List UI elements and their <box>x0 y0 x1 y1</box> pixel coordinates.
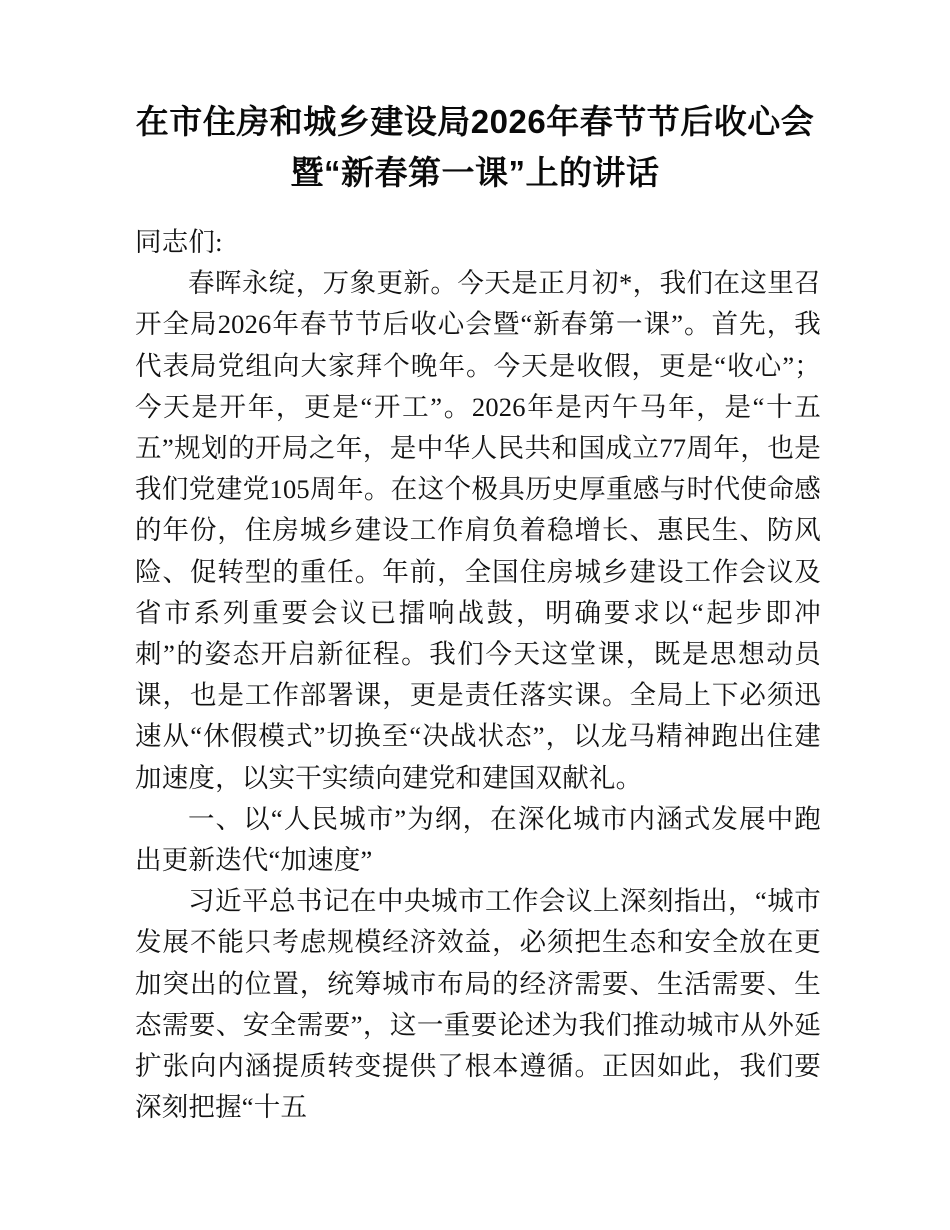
document-body <box>135 222 821 1128</box>
paragraph-opening: 春晖永绽，万象更新。今天是正月初*，我们在这里召开全局2026年春节节后收心会暨“新春第一课”。首先，我代表局党组向大家拜个晚年。今天是收假，更是“收心”；今天是开年，更是“开工”。2026年是丙午马年，是“十五五”规划的开局之年，是中华人民共和国成立77周年，也是我们党建党105周年。在这个极具历史厚重感与时代使命感的年份，住房城乡建设工作肩负着稳增长、惠民生、防风险、促转型的重任。年前，全国住房城乡建设工作会议及省市系列重要会议已擂响战鼓，明确要求以“起步即冲刺”的姿态开启新征程。我们今天这堂课，既是思想动员课，也是工作部署课，更是责任落实课。全局上下必须迅速从“休假模式”切换至“决战状态”，以龙马精神跑出住建加速度，以实干实绩向建党和建国双献礼。 <box>135 268 821 793</box>
page-title <box>118 96 832 198</box>
page-title-line-2: 暨“新春第一课”上的讲话 <box>290 154 660 191</box>
paragraph-section-one-body: 习近平总书记在中央城市工作会议上深刻指出，“城市发展不能只考虑规模经济效益，必须把生态和安全放在更加突出的位置，统筹城市布局的经济需要、生活需要、生态需要、安全需要”，这一重要论述为我们推动城市从外延扩张向内涵提质转变提供了根本遵循。正因如此，我们要深刻把握“十五 <box>135 886 821 1123</box>
section-heading-one: 一、以“人民城市”为纲，在深化城市内涵式发展中跑出更新迭代“加速度” <box>135 803 821 876</box>
page-title-line-1: 在市住房和城乡建设局2026年春节节后收心会 <box>135 103 815 140</box>
salutation: 同志们: <box>135 227 223 257</box>
